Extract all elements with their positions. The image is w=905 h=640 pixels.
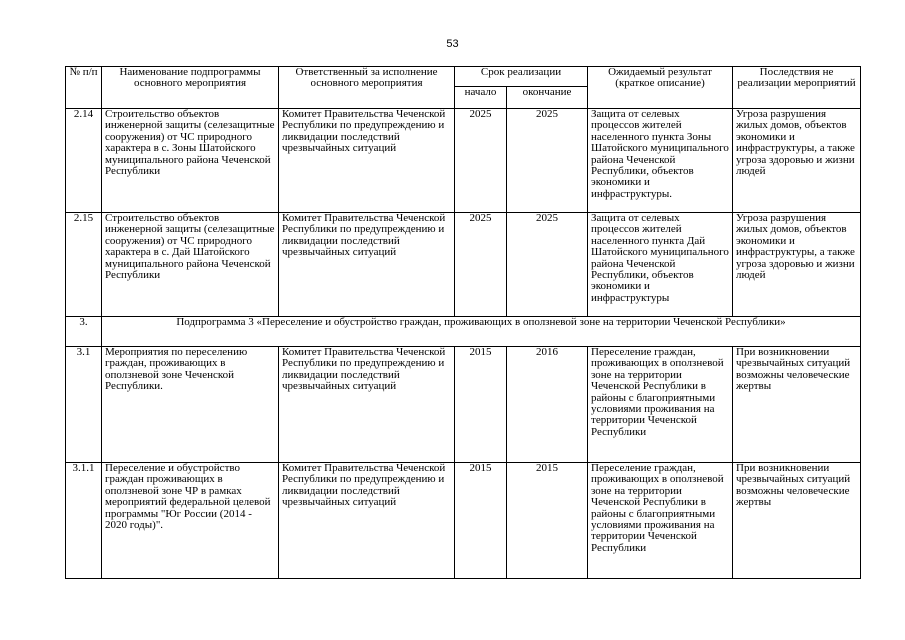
header-term: Срок реализации: [455, 67, 588, 87]
row-start-year: 2025: [455, 213, 507, 317]
header-end: окончание: [507, 87, 588, 109]
table-row: [66, 347, 861, 463]
subprogram-title: Подпрограмма 3 «Переселение и обустройство граждан, проживающих в оползневой зоне на территории Чеченской Республики»: [102, 317, 861, 347]
row-start-year: 2015: [455, 463, 507, 579]
header-no: № п/п: [66, 67, 102, 109]
row-consequence: При возникновении чрезвычайных ситуаций возможны человеческие жертвы: [733, 463, 861, 579]
row-result: Переселение граждан, проживающих в оползневой зоне на территории Чеченской Республики в районы с благоприятными условиями проживания на территории Чеченской Республики: [588, 463, 733, 579]
row-number: 3.1: [66, 347, 102, 463]
row-responsible: Комитет Правительства Чеченской Республики по предупреждению и ликвидации последствий чрезвычайных ситуаций: [279, 109, 455, 213]
row-name: Переселение и обустройство граждан проживающих в оползневой зоне ЧР в рамках мероприятий федеральной целевой программы "Юг России (2014 - 2020 годы)".: [102, 463, 279, 579]
row-consequence: При возникновении чрезвычайных ситуаций возможны человеческие жертвы: [733, 347, 861, 463]
header-result: Ожидаемый результат (краткое описание): [588, 67, 733, 109]
table-row: [66, 109, 861, 213]
header-responsible: Ответственный за исполнение основного мероприятия: [279, 67, 455, 109]
row-number: 3.1.1: [66, 463, 102, 579]
row-end-year: 2016: [507, 347, 588, 463]
row-start-year: 2015: [455, 347, 507, 463]
table-row: [66, 213, 861, 317]
subprogram-number: 3.: [66, 317, 102, 347]
page-number: 53: [446, 38, 459, 50]
row-end-year: 2015: [507, 463, 588, 579]
row-name: Мероприятия по переселению граждан, проживающих в оползневой зоне Чеченской Республики.: [102, 347, 279, 463]
table-header: [66, 67, 861, 109]
row-start-year: 2025: [455, 109, 507, 213]
row-consequence: Угроза разрушения жилых домов, объектов экономики и инфраструктуры, а также угроза здоровью и жизни людей: [733, 109, 861, 213]
header-name: Наименование подпрограммы основного мероприятия: [102, 67, 279, 109]
row-name: Строительство объектов инженерной защиты (селезащитные сооружения) от ЧС природного характера в с. Зоны Шатойского муниципального района Чеченской Республики: [102, 109, 279, 213]
measures-table: [65, 66, 861, 579]
row-name: Строительство объектов инженерной защиты (селезащитные сооружения) от ЧС природного характера в с. Дай Шатойского муниципального района Чеченской Республики: [102, 213, 279, 317]
row-result: Защита от селевых процессов жителей населенного пункта Зоны Шатойского муниципального района Чеченской Республики, объектов экономики и инфраструктуры.: [588, 109, 733, 213]
row-consequence: Угроза разрушения жилых домов, объектов экономики и инфраструктуры, а также угроза здоровью и жизни людей: [733, 213, 861, 317]
row-responsible: Комитет Правительства Чеченской Республики по предупреждению и ликвидации последствий чрезвычайных ситуаций: [279, 213, 455, 317]
header-consequence: Последствия не реализации мероприятий: [733, 67, 861, 109]
subprogram-row: [66, 317, 861, 347]
row-end-year: 2025: [507, 109, 588, 213]
row-responsible: Комитет Правительства Чеченской Республики по предупреждению и ликвидации последствий чрезвычайных ситуаций: [279, 347, 455, 463]
row-result: Защита от селевых процессов жителей населенного пункта Дай Шатойского муниципального района Чеченской Республики, объектов экономики и инфраструктуры: [588, 213, 733, 317]
row-end-year: 2025: [507, 213, 588, 317]
row-number: 2.15: [66, 213, 102, 317]
row-number: 2.14: [66, 109, 102, 213]
table-row: [66, 463, 861, 579]
row-result: Переселение граждан, проживающих в оползневой зоне на территории Чеченской Республики в районы с благоприятными условиями проживания на территории Чеченской Республики: [588, 347, 733, 463]
row-responsible: Комитет Правительства Чеченской Республики по предупреждению и ликвидации последствий чрезвычайных ситуаций: [279, 463, 455, 579]
header-start: начало: [455, 87, 507, 109]
